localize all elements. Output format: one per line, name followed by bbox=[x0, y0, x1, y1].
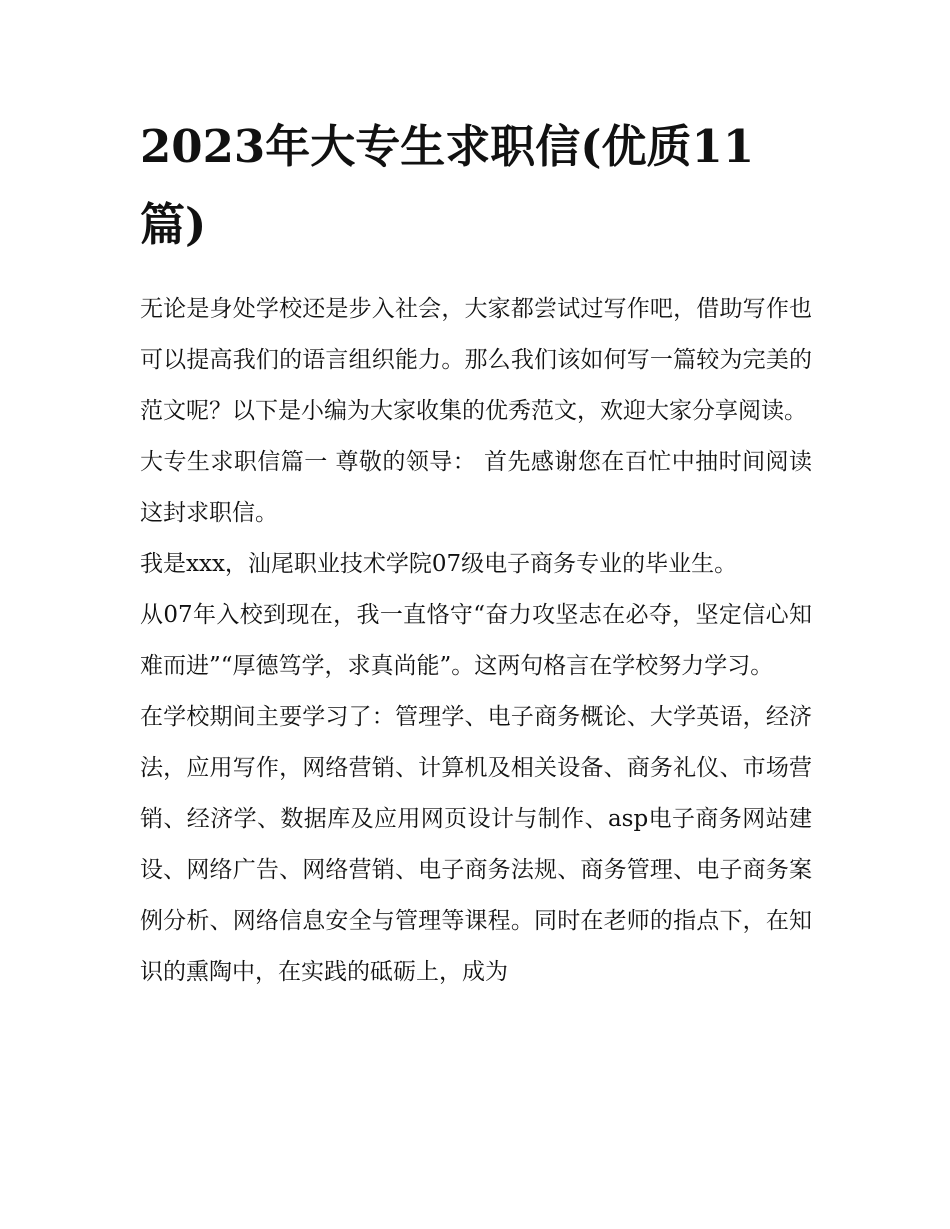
document-body bbox=[140, 284, 812, 998]
document-page bbox=[140, 108, 812, 998]
paragraph-motto: 从07年入校到现在，我一直恪守“奋力攻坚志在必夺，坚定信心知难而进”“厚德笃学，求真尚能”。这两句格言在学校努力学习。 bbox=[140, 602, 812, 679]
paragraph-intro: 无论是身处学校还是步入社会，大家都尝试过写作吧，借助写作也可以提高我们的语言组织能力。那么我们该如何写一篇较为完美的范文呢？以下是小编为大家收集的优秀范文，欢迎大家分享阅读。 bbox=[140, 296, 812, 424]
paragraph-self-intro: 我是xxx，汕尾职业技术学院07级电子商务专业的毕业生。 bbox=[140, 551, 738, 577]
paragraph-courses: 在学校期间主要学习了：管理学、电子商务概论、大学英语，经济法，应用写作，网络营销、计算机及相关设备、商务礼仪、市场营销、经济学、数据库及应用网页设计与制作、asp电子商务网站建设、网络广告、网络营销、电子商务法规、商务管理、电子商务案例分析、网络信息安全与管理等课程。同时在老师的指点下，在知识的熏陶中，在实践的砥砺上，成为 bbox=[140, 704, 812, 985]
document-title: 2023年大专生求职信(优质11篇) bbox=[140, 120, 755, 251]
paragraph-salutation: 大专生求职信篇一 尊敬的领导： 首先感谢您在百忙中抽时间阅读这封求职信。 bbox=[140, 449, 812, 526]
